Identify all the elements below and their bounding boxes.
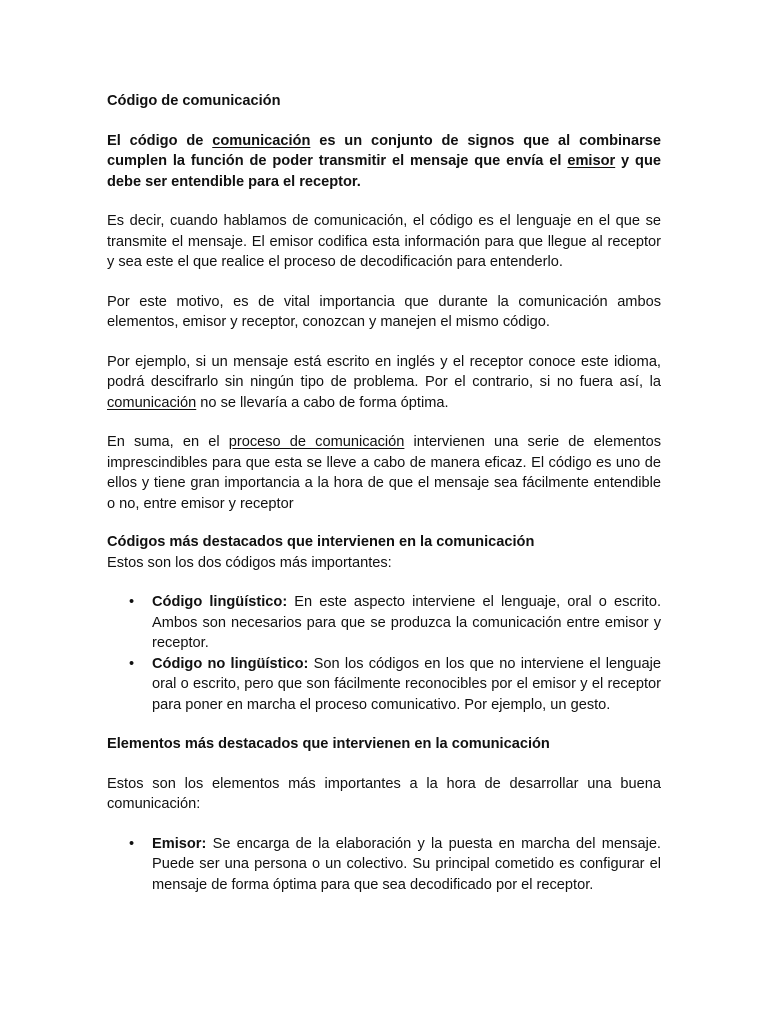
paragraph-4 xyxy=(107,432,661,514)
lead-paragraph xyxy=(107,131,661,193)
bullet-icon: • xyxy=(129,655,135,672)
lead-text-3: y que debe ser entendible para el receptor. xyxy=(107,153,661,190)
section-2-intro: Estos son los elementos más importantes a la hora de desarrollar una buena comunicación: xyxy=(107,775,661,812)
document-title: Código de comunicación xyxy=(107,93,281,109)
list-item xyxy=(107,834,661,896)
proceso-de-comunicacion-link[interactable]: proceso de comunicación xyxy=(228,434,405,450)
paragraph-3-text-2: no se llevaría a cabo de forma óptima. xyxy=(196,394,449,411)
bullet-icon: • xyxy=(129,594,135,610)
section-2-heading: Elementos más destacados que intervienen en la comunicación xyxy=(107,736,550,752)
paragraph-3-text-1: Por ejemplo, si un mensaje está escrito en inglés y el receptor conoce este idioma, podrá descifrarlo sin ningún tipo de problema. Por el contrario, si no fuera así, la xyxy=(107,353,661,390)
lead-text-2: es un conjunto de signos que al combinarse cumplen la función de poder transmitir el mensaje que envía el xyxy=(107,132,662,169)
list-item xyxy=(107,592,661,654)
section-1-intro: Estos son los dos códigos más importantes: xyxy=(107,554,392,571)
list-item xyxy=(107,654,661,716)
emisor-link[interactable]: emisor xyxy=(567,153,616,169)
bullet-icon: • xyxy=(129,835,135,852)
paragraph-1: Es decir, cuando hablamos de comunicación, el código es el lenguaje en el que se transmite el mensaje. El emisor codifica esta información para que llegue al receptor y sea este el que realice el proceso de decodificación para entenderlo. xyxy=(107,213,661,270)
list-item-term: Código no lingüístico: xyxy=(152,655,309,672)
section-1-heading: Códigos más destacados que intervienen en la comunicación xyxy=(107,534,535,550)
paragraph-3 xyxy=(107,352,661,414)
section-2-list xyxy=(107,834,661,896)
list-item-text: Se encarga de la elaboración y la puesta en marcha del mensaje. Puede ser una persona o un colectivo. Su principal cometido es configurar el mensaje de forma óptima para que sea decodificado por el receptor. xyxy=(152,835,661,893)
comunicacion-link[interactable]: comunicación xyxy=(212,132,311,149)
list-item-text: En este aspecto interviene el lenguaje, oral o escrito. Ambos son necesarios para que se produzca la comunicación entre emisor y receptor. xyxy=(152,594,661,651)
section-1-list xyxy=(107,592,661,715)
comunicacion-link-2[interactable]: comunicación xyxy=(107,394,197,411)
list-item-term: Código lingüístico: xyxy=(152,594,288,610)
list-item-text: Son los códigos en los que no interviene el lenguaje oral o escrito, pero que son fácilmente reconocibles por el emisor y el receptor para poner en marcha el proceso comunicativo. Por ejemplo, un gesto. xyxy=(152,655,661,713)
paragraph-4-text-2: intervienen una serie de elementos imprescindibles para que esta se lleve a cabo de manera eficaz. El código es uno de ellos y tiene gran importancia a la hora de que el mensaje sea fácilmente entendible o no, entre emisor y receptor xyxy=(107,434,662,512)
paragraph-2: Por este motivo, es de vital importancia que durante la comunicación ambos elementos, emisor y receptor, conozcan y manejen el mismo código. xyxy=(107,293,661,330)
lead-text-1: El código de xyxy=(107,132,213,149)
list-item-term: Emisor: xyxy=(152,835,207,852)
paragraph-4-text-1: En suma, en el xyxy=(107,434,229,450)
